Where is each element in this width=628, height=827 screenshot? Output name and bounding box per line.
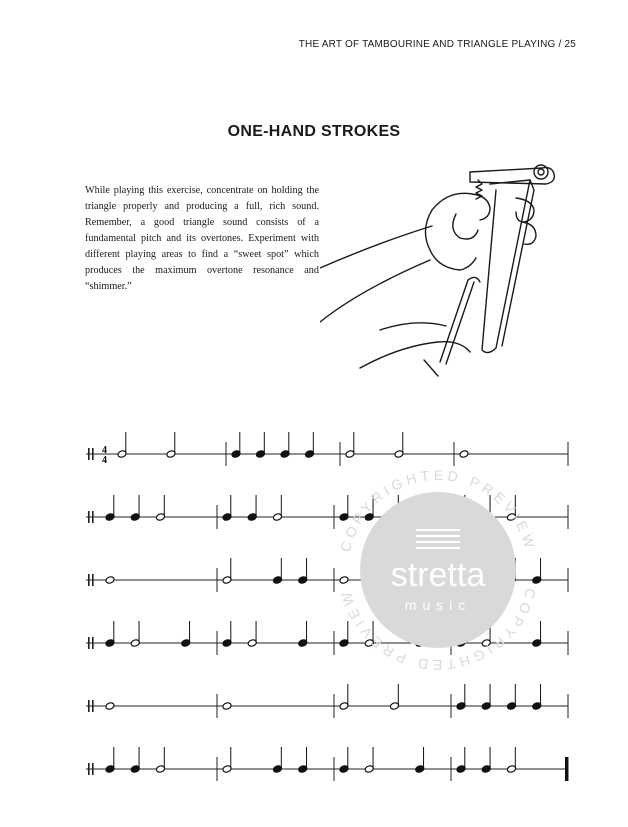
staff-system [86, 747, 568, 781]
percussion-clef [88, 511, 90, 523]
percussion-clef [88, 448, 90, 460]
percussion-clef [92, 637, 94, 649]
triangle-hand-illustration [320, 150, 570, 380]
percussion-clef [92, 700, 94, 712]
percussion-clef [88, 700, 90, 712]
whole-note [105, 576, 115, 585]
watermark-arc-top: COPYRIGHTED PREVIEW [336, 466, 540, 554]
final-barline [565, 757, 568, 781]
percussion-clef [92, 574, 94, 586]
percussion-clef [92, 511, 94, 523]
percussion-clef [88, 637, 90, 649]
instruction-paragraph: While playing this exercise, concentrate on holding the triangle properly and producing a full, rich sound. Remember, a good triangle sound consists of a fundamental pitch and its overtones. Experiment with different playing areas to find a “sweet spot” which produces the maximum overtone resonance and “shimmer.” [85, 185, 319, 292]
watermark-subbrand: music [404, 597, 472, 613]
stretta-watermark [318, 450, 558, 690]
running-header: THE ART OF TAMBOURINE AND TRIANGLE PLAYING / 25 [298, 39, 576, 50]
watermark-brand: stretta [390, 556, 486, 594]
watermark-arc-bottom: COPYRIGHTED PREVIEW [336, 586, 540, 674]
time-signature-bottom: 4 [102, 455, 107, 466]
whole-note [105, 702, 115, 711]
percussion-clef [92, 763, 94, 775]
whole-note [222, 702, 232, 711]
percussion-clef [88, 574, 90, 586]
section-title: ONE-HAND STROKES [227, 123, 401, 140]
percussion-clef [92, 448, 94, 460]
percussion-clef [88, 763, 90, 775]
time-signature-top: 4 [102, 445, 107, 456]
